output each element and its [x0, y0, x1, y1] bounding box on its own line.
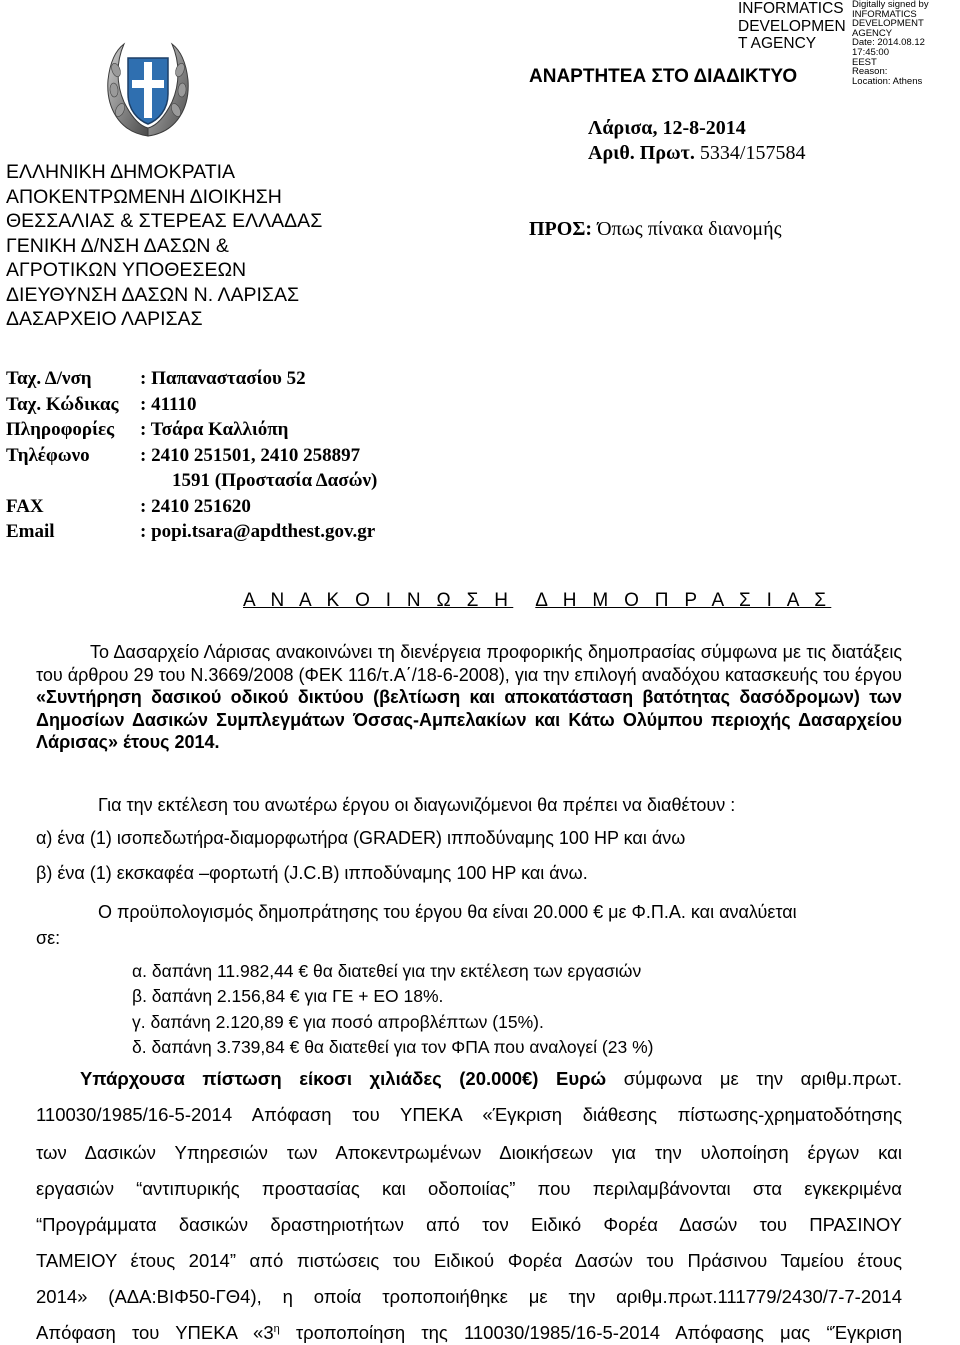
signature-name-line: INFORMATICS	[738, 0, 844, 17]
email-label: Email	[6, 521, 55, 542]
email-value: : popi.tsara@apdthest.gov.gr	[140, 521, 376, 542]
budget-se: σε:	[36, 928, 61, 948]
authority-line: ΔΑΣΑΡΧΕΙΟ ΛΑΡΙΣΑΣ	[6, 308, 203, 330]
body-line: “Προγράμματα δασικών δραστηριοτήτων από τον Ειδικό Φορέα Δασών του ΠΡΑΣΙΝΟΥ	[36, 1214, 902, 1235]
issuing-authority	[6, 160, 322, 332]
body-line: 2014» (ΑΔΑ:ΒΙΦ50-ΓΘ4), η οποία τροποποιήθηκε με την αριθμ.πρωτ.111779/2430/7-7-2014	[36, 1286, 902, 1307]
intro-paragraph	[36, 641, 902, 754]
intro-text: Το Δασαρχείο Λάρισας ανακοινώνει τη διενέργεια προφορικής δημοπρασίας σύμφωνα με τις διατάξεις του άρθρου 29 του Ν.3669/2008 (ΦΕΚ 116/τ.Α΄/18-6-2008), για την επιλογή αναδόχου κατασκευής του έργου	[36, 642, 902, 685]
requirement-item-a: α) ένα (1) ισοπεδωτήρα-διαμορφωτήρα (GRADER) ιπποδύναμης 100 HP και άνω	[36, 828, 686, 848]
recipient-line	[529, 218, 782, 241]
body-line: 110030/1985/16-5-2014 Απόφαση του ΥΠΕΚΑ «Έγκριση διάθεσης πίστωσης-χρηματοδότησης	[36, 1104, 902, 1125]
signature-detail-line: EEST	[852, 56, 877, 68]
signature-detail-line: INFORMATICS	[852, 8, 917, 20]
phone-extra: 1591 (Προστασία Δασών)	[172, 470, 378, 491]
cost-item: β. δαπάνη 2.156,84 € για ΓΕ + ΕΟ 18%.	[132, 986, 444, 1006]
place-date: Λάρισα, 12-8-2014	[588, 117, 746, 139]
signature-detail-line: Date: 2014.08.12 17:45:00	[852, 37, 925, 58]
signature-detail-line: Location: Athens	[852, 75, 923, 87]
protocol-number: 5334/157584	[699, 142, 806, 164]
budget-line: Ο προϋπολογισμός δημοπράτησης του έργου θα είναι 20.000 € με Φ.Π.Α. και αναλύεται	[98, 902, 797, 922]
requirement-line: Για την εκτέλεση του ανωτέρω έργου οι διαγωνιζόμενοι θα πρέπει να διαθέτουν :	[98, 795, 736, 815]
cost-item: δ. δαπάνη 3.739,84 € θα διατεθεί για τον ΦΠΑ που αναλογεί (23 %)	[132, 1037, 654, 1057]
signature-name-line: T AGENCY	[738, 35, 817, 52]
authority-line: ΔΙΕΥΘΥΝΣΗ ΔΑΣΩΝ Ν. ΛΑΡΙΣΑΣ	[6, 283, 300, 306]
announcement-heading	[243, 590, 831, 612]
publish-notice: ΑΝΑΡΤΗΤΕΑ ΣΤΟ ΔΙΑΔΙΚΤΥΟ	[529, 66, 798, 87]
requirement-item-b: β) ένα (1) εκσκαφέα –φορτωτή (J.C.B) ιπποδύναμης 100 HP και άνω.	[36, 863, 588, 883]
coat-of-arms-icon	[104, 40, 192, 140]
signature-name-line: DEVELOPMEN	[738, 17, 846, 35]
info-value: : Τσάρα Καλλιόπη	[140, 419, 289, 440]
protocol-label: Αριθ. Πρωτ.	[588, 142, 695, 164]
fax-label: FAX	[6, 495, 44, 517]
cost-item: γ. δαπάνη 2.120,89 € για ποσό απροβλέπτων (15%).	[132, 1012, 544, 1032]
phone-label: Τηλέφωνο	[6, 444, 90, 466]
project-title: «Συντήρηση δασικού οδικού δικτύου (βελτίωση και αποκατάσταση βατότητας δασόδρομων) των Δημοσίων Δασικών Συμπλεγμάτων Όσσας-Αμπελακίων και Κάτω Ολύμπου περιοχής Δασαρχείου Λάρισας» έτους 2014.	[36, 687, 902, 752]
body-line-last	[36, 1322, 902, 1344]
signature-detail-line: Reason:	[852, 66, 888, 78]
postcode-value: : 41110	[140, 393, 197, 415]
cost-item: α. δαπάνη 11.982,44 € θα διατεθεί για την εκτέλεση των εργασιών	[132, 961, 642, 981]
info-label: Πληροφορίες	[6, 419, 115, 440]
last-line-sup: η	[273, 1322, 280, 1335]
last-line-after: τροποποίηση της 110030/1985/16-5-2014 Απόφασης μας “Έγκριση	[279, 1322, 902, 1343]
credit-amount: Υπάρχουσα πίστωση είκοσι χιλιάδες (20.000€) Ευρώ	[80, 1068, 607, 1089]
heading-part-1: Α Ν Α Κ Ο Ι Ν Ω Σ Η	[243, 590, 514, 611]
address-label: Ταχ. Δ/νση	[6, 368, 92, 389]
credit-line	[80, 1068, 902, 1090]
credit-rest: σύμφωνα με την αριθμ.πρωτ.	[606, 1068, 902, 1089]
signature-detail-line: Digitally signed by	[852, 0, 929, 10]
recipient-label: ΠΡΟΣ:	[529, 218, 593, 240]
authority-line: ΑΠΟΚΕΝΤΡΩΜΕΝΗ ΔΙΟΙΚΗΣΗ	[6, 185, 282, 208]
signature-detail-line: DEVELOPMENT AGENCY	[852, 18, 924, 39]
signature-name	[738, 0, 846, 53]
heading-part-2: Δ Η Μ Ο Π Ρ Α Σ Ι Α Σ	[535, 590, 832, 611]
body-line: ΤΑΜΕΙΟΥ έτους 2014” από πιστώσεις του Ειδικού Φορέα Δασών του Πράσινου Ταμείου έτους	[36, 1250, 902, 1271]
body-line: των Δασικών Υπηρεσιών των Αποκεντρωμένων Διοικήσεων για την υλοποίηση έργων και	[36, 1142, 902, 1163]
authority-line: ΑΓΡΟΤΙΚΩΝ ΥΠΟΘΕΣΕΩΝ	[6, 259, 247, 281]
address-value: : Παπαναστασίου 52	[140, 368, 306, 389]
authority-line: ΕΛΛΗΝΙΚΗ ΔΗΜΟΚΡΑΤΙΑ	[6, 161, 236, 183]
signature-details	[852, 0, 960, 86]
last-line-before: Απόφαση του ΥΠΕΚΑ «3	[36, 1322, 274, 1343]
authority-line: ΘΕΣΣΑΛΙΑΣ & ΣΤΕΡΕΑΣ ΕΛΛΑΔΑΣ	[6, 210, 323, 232]
recipient-value: Όπως πίνακα διανομής	[597, 218, 782, 240]
phone-value: : 2410 251501, 2410 258897	[140, 444, 361, 466]
fax-value: : 2410 251620	[140, 495, 251, 517]
authority-line: ΓΕΝΙΚΗ Δ/ΝΣΗ ΔΑΣΩΝ &	[6, 234, 229, 257]
protocol-line	[588, 141, 805, 166]
postcode-label: Ταχ. Κώδικας	[6, 393, 119, 415]
body-line: εργασιών “αντιπυρικής προστασίας και οδοποιίας” που περιλαμβάνονται στα εγκεκριμένα	[36, 1178, 902, 1199]
place-date-block	[588, 116, 805, 166]
